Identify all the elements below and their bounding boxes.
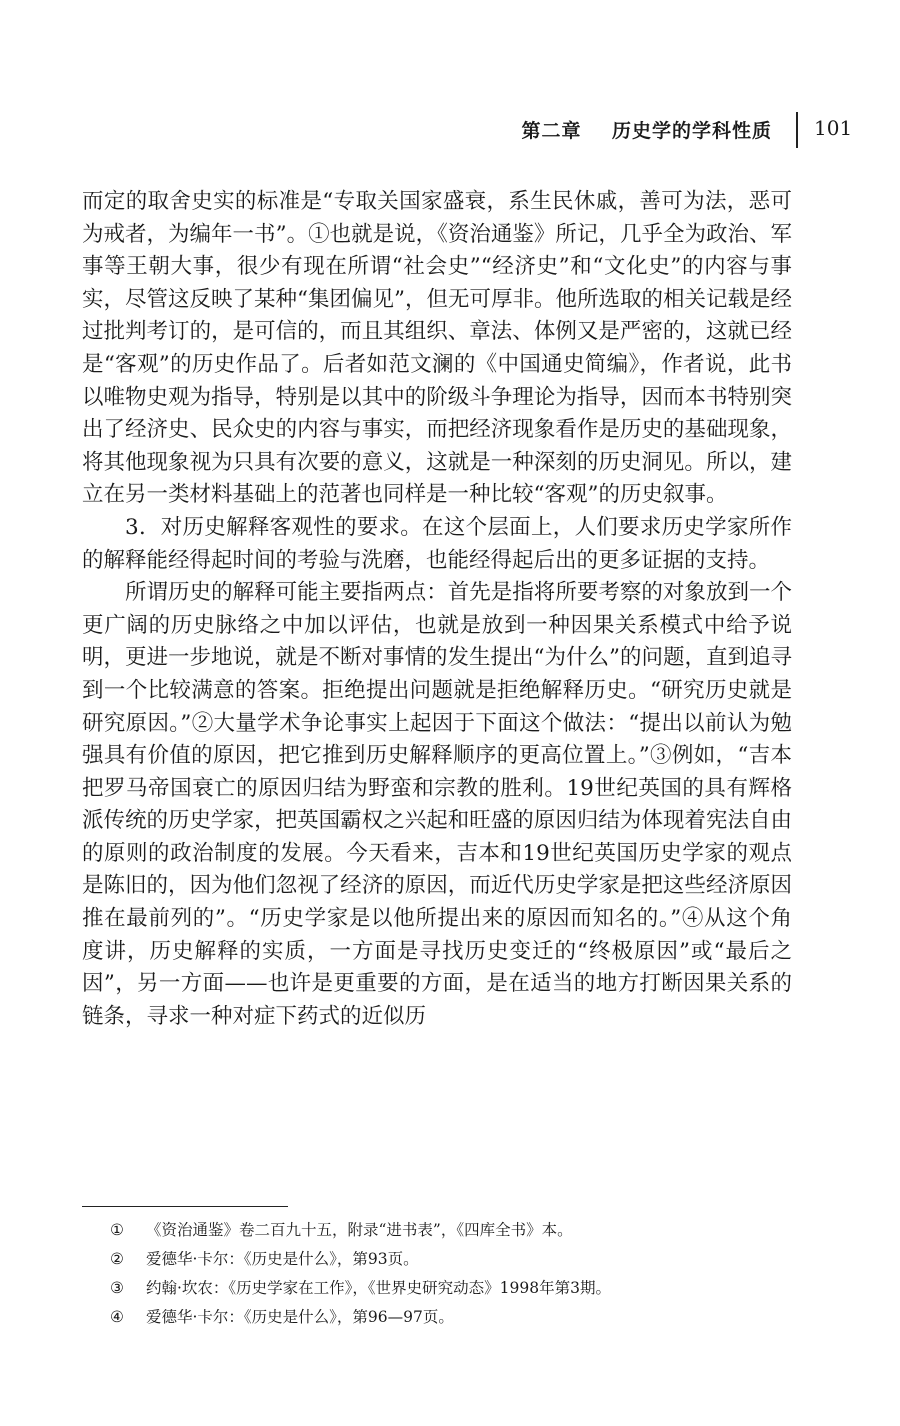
paragraph: 所谓历史的解释可能主要指两点：首先是指将所要考察的对象放到一个更广阔的历史脉络之中加以评估，也就是放到一种因果关系模式中给予说明，更进一步地说，就是不断对事情的发生提出“为什么”的问题，直到追寻到一个比较满意的答案。拒绝提出问题就是拒绝解释历史。“研究历史就是研究原因。”②大量学术争论事实上起因于下面这个做法：“提出以前认为勉强具有价值的原因，把它推到历史解释顺序的更高位置上。”③例如，“吉本把罗马帝国衰亡的原因归结为野蛮和宗教的胜利。19世纪英国的具有辉格派传统的历史学家，把英国霸权之兴起和旺盛的原因归结为体现着宪法自由的原则的政治制度的发展。今天看来，吉本和19世纪英国历史学家的观点是陈旧的，因为他们忽视了经济的原因，而近代历史学家是把这些经济原因推在最前列的”。“历史学家是以他所提出来的原因而知名的。”④从这个角度讲，历史解释的实质，一方面是寻找历史变迁的“终极原因”或“最后之因”，另一方面——也许是更重要的方面，是在适当的地方打断因果关系的链条，寻求一种对症下药式的近似历 xyxy=(82,580,792,1029)
body-text xyxy=(82,186,792,1033)
footnotes xyxy=(110,1216,790,1332)
footnote-text: 《资治通鉴》卷二百九十五，附录“进书表”，《四库全书》本。 xyxy=(146,1221,573,1239)
footnote xyxy=(110,1274,790,1303)
chapter-title: 第二章 历史学的学科性质 xyxy=(521,120,772,142)
footnote-marker: ① xyxy=(110,1221,124,1239)
footnote-marker: ④ xyxy=(110,1308,124,1326)
footnote-marker: ③ xyxy=(110,1279,124,1297)
page-number: 101 xyxy=(814,116,853,140)
paragraph: 3．对历史解释客观性的要求。在这个层面上，人们要求历史学家所作的解释能经得起时间的考验与洗磨，也能经得起后出的更多证据的支持。 xyxy=(82,514,792,573)
footnote-text: 约翰·坎农：《历史学家在工作》，《世界史研究动态》1998年第3期。 xyxy=(146,1279,611,1297)
running-header xyxy=(0,112,900,152)
footnote-divider xyxy=(82,1206,288,1207)
header-separator xyxy=(796,112,798,148)
footnote-text: 爱德华·卡尔：《历史是什么》，第93页。 xyxy=(146,1250,419,1268)
footnote-marker: ② xyxy=(110,1250,124,1268)
footnote xyxy=(110,1216,790,1245)
footnote-text: 爱德华·卡尔：《历史是什么》，第96—97页。 xyxy=(146,1308,454,1326)
paragraph: 而定的取舍史实的标准是“专取关国家盛衰，系生民休戚，善可为法，恶可为戒者，为编年一书”。①也就是说，《资治通鉴》所记，几乎全为政治、军事等王朝大事，很少有现在所谓“社会史”“经济史”和“文化史”的内容与事实，尽管这反映了某种“集团偏见”，但无可厚非。他所选取的相关记载是经过批判考订的，是可信的，而且其组织、章法、体例又是严密的，这就已经是“客观”的历史作品了。后者如范文澜的《中国通史简编》，作者说，此书以唯物史观为指导，特别是以其中的阶级斗争理论为指导，因而本书特别突出了经济史、民众史的内容与事实，而把经济现象看作是历史的基础现象，将其他现象视为只具有次要的意义，这就是一种深刻的历史洞见。所以，建立在另一类材料基础上的范著也同样是一种比较“客观”的历史叙事。 xyxy=(82,189,792,508)
footnote xyxy=(110,1245,790,1274)
footnote xyxy=(110,1303,790,1332)
